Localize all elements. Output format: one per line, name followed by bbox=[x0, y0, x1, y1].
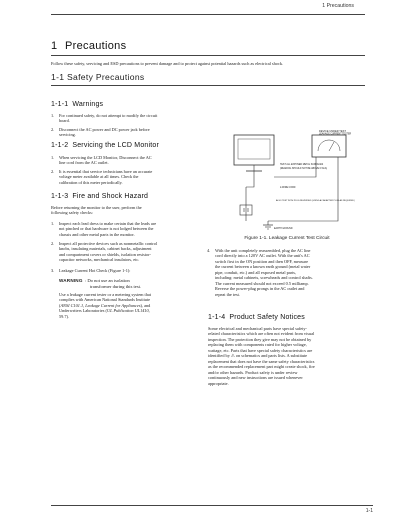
device-screen bbox=[238, 139, 270, 159]
chapter-heading bbox=[51, 40, 126, 52]
subsection-heading-lcd: 1-1-2 Servicing the LCD Monitor bbox=[51, 142, 160, 149]
running-header: 1 Precautions bbox=[322, 3, 354, 9]
lcd-item-1: 1. When servicing the LCD Monitor, Disconnect the AC line cord from the AC outlet. bbox=[51, 155, 152, 166]
section-rule bbox=[51, 85, 365, 86]
label-ground: EARTH GROUND bbox=[274, 228, 293, 230]
label-device: DEVICE UNDER TEST bbox=[319, 130, 346, 133]
header-rule bbox=[51, 14, 365, 15]
leakage-current-tester bbox=[312, 135, 346, 157]
product-safety-text: Some electrical and mechanical parts have special safety- related characteristics which are often not evident from visual inspection. The protection they give may not be obtained by replacing them with components rated for higher voltage, wattage, etc. Parts that have special safety characteristics are identified by ⚠ on schematics and parts lists. A substitute replacement that does not have the same safety characteristics as the recommended replacement part might create shock, fire and/or other hazards. Product safety is under review continuously and new instructions are issued whenever appropriate. bbox=[208, 326, 315, 386]
warning-label: WARNING bbox=[59, 278, 83, 283]
probe-lead bbox=[274, 157, 316, 177]
fire-item-1: 1. Inspect each lead dress to make certain that the leads are not pinched or that hardware is not lodged between the chassis and other metal parts in the monitor. bbox=[51, 221, 157, 237]
fire-item-3: 3. Leakage Current Hot Check (Figure 1-1): bbox=[51, 268, 131, 273]
warnings-item-1: 1. For continued safety, do not attempt to modify the circuit board. bbox=[51, 113, 158, 124]
two-wire-cord bbox=[246, 171, 254, 187]
footer-rule bbox=[51, 505, 373, 506]
chapter-rule bbox=[51, 55, 365, 56]
subsection-heading-fire: 1-1-3 Fire and Shock Hazard bbox=[51, 193, 149, 200]
ul-reference: UL Publication UL1410, bbox=[106, 308, 150, 314]
section-heading bbox=[51, 72, 145, 82]
label-test-all: TEST ALL EXPOSED METAL SURFACES bbox=[280, 164, 324, 166]
label-reading: (READING SHOULD NOT BE ABOVE 0.5mA) bbox=[280, 168, 328, 170]
section-title: Safety Precautions bbox=[67, 72, 145, 82]
chapter-number: 1 bbox=[51, 40, 58, 52]
intro-text: Follow these safety, servicing and ESD precautions to prevent damage and to protect against potential hazards such as electrical shock. bbox=[51, 61, 284, 66]
subsection-heading-product-safety: 1-1-4 Product Safety Notices bbox=[208, 314, 305, 321]
chapter-title: Precautions bbox=[65, 40, 127, 52]
label-2wire: 2-WIRE CORD bbox=[280, 187, 296, 189]
label-tester: LEAKAGE CURRENT TESTER bbox=[319, 133, 352, 136]
figure-caption: Figure 1-1. Leakage Current Test Circuit bbox=[244, 236, 330, 241]
ground-lead bbox=[268, 157, 338, 221]
warnings-item-2: 2. Disconnect the AC power and DC power jack before servicing. bbox=[51, 127, 150, 138]
device-under-test-outline bbox=[234, 135, 274, 165]
page-number: 1-1 bbox=[365, 508, 373, 514]
fire-item-2: 2. Inspect all protective devices such as nonmetallic control knobs, insulating materials, cabinet backs, adjustment and compartment covers or shields, isolation resistor- capacitor networks, mechanical insulators, etc. bbox=[51, 241, 158, 263]
fire-item-4: 4. With the unit completely reassembled, plug the AC line cord directly into a 120V AC outlet. With the unit's AC switch first in the ON position and then OFF, measure the current between a known earth ground (metal water pipe, conduit, etc.) and all exposed metal parts, including: metal cabinets, screwheads and control shafts. The current measured should not exceed 0.5 milliamp. Reverse the power-plug prongs in the AC outlet and repeat the test. bbox=[207, 248, 313, 297]
subsection-heading-warnings: 1-1-1 Warnings bbox=[51, 101, 104, 108]
lcd-item-2: 2. It is essential that service technicians have an accurate voltage meter available at all times. Check the calibration of this meter periodically. bbox=[51, 169, 153, 185]
warning-note: WARNING : Do not use an isolation transformer during this test. bbox=[59, 278, 142, 289]
fire-intro: Before returning the monitor to the user, perform the following safety checks: bbox=[51, 205, 142, 216]
leakage-tester-text: Use a leakage current tester or a metering system that complies with American National Standards Institute (ANSI C101.1, Leakage Current for Appliances), and Underwriters Laboratories (UL Publication UL1410, 59.7). bbox=[59, 292, 151, 319]
label-polarity: ALSO TEST WITH PLUG REVERSED (USING AC ADAPTER PLUG AS REQUIRED) bbox=[276, 200, 355, 202]
leakage-test-circuit-diagram bbox=[216, 129, 358, 233]
section-number: 1-1 bbox=[51, 72, 65, 82]
ansi-reference: ANSI C101.1, Leakage Current for Appliances bbox=[60, 302, 141, 308]
